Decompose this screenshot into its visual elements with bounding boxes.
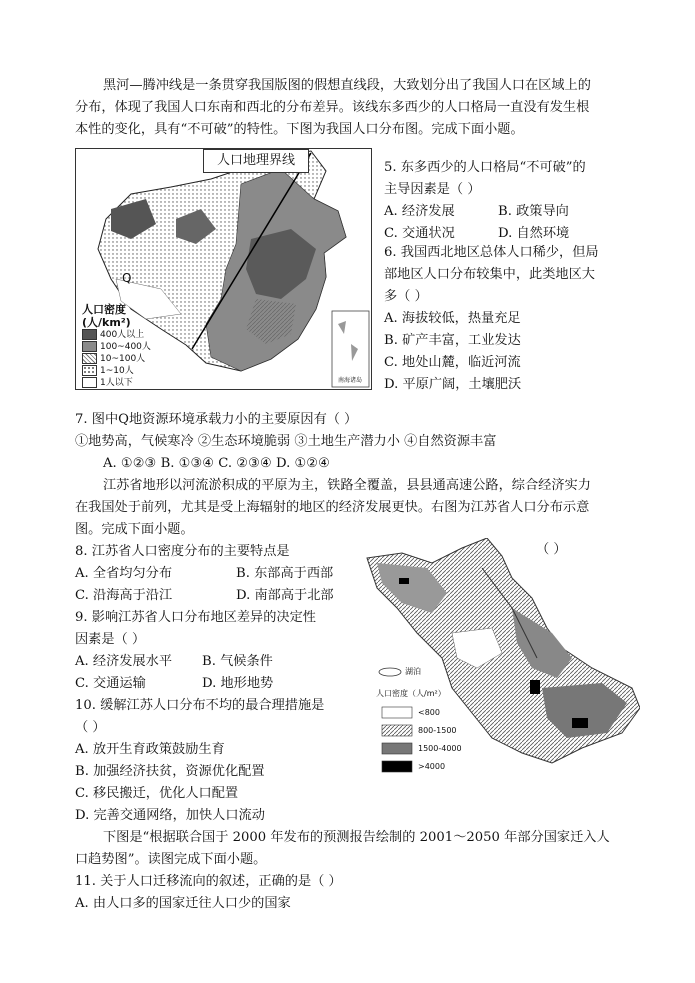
legend-label: 100~400人 — [100, 342, 151, 352]
map2-legend-title: 人口密度（人/m²） — [376, 689, 446, 698]
q6-stem-1: 6. 我国西北地区总体人口稀少，但局 — [384, 245, 599, 260]
china-population-map — [75, 148, 372, 390]
q5-option-a: A. 经济发展 — [384, 204, 455, 219]
map2-legend-label-2: 800-1500 — [418, 726, 457, 735]
q8-option-b: B. 东部高于西部 — [236, 566, 334, 581]
q9-stem-1: 9. 影响江苏省人口分布地区差异的决定性 — [75, 610, 316, 625]
q11-option-a: A. 由人口多的国家迁往人口少的国家 — [75, 896, 291, 911]
jiangsu-population-map — [362, 538, 640, 778]
intro2-line-3: 图。完成下面小题。 — [75, 522, 194, 537]
q6-stem-2: 部地区人口分布较集中，此类地区大 — [384, 267, 595, 282]
q5-stem-2: 主导因素是（ ） — [384, 182, 481, 197]
legend-unit-text: (人/km²) — [82, 316, 131, 329]
map1-title: 人口地理界线 — [203, 149, 309, 173]
intro2-line-1: 江苏省地形以河流淤积成的平原为主，铁路全覆盖，县县通高速公路，综合经济实力 — [103, 478, 591, 493]
q6-option-b: B. 矿产丰富，工业发达 — [384, 333, 521, 348]
legend-swatch — [82, 329, 97, 340]
q9-option-d: D. 地形地势 — [202, 676, 274, 691]
q5-option-b: B. 政策导向 — [498, 204, 569, 219]
legend-label: 10~100人 — [100, 354, 146, 364]
q5-option-c: C. 交通状况 — [384, 226, 455, 241]
legend-label: 1人以下 — [100, 378, 133, 388]
map2-legend-label-3: 1500-4000 — [418, 744, 462, 753]
q6-option-c: C. 地处山麓，临近河流 — [384, 355, 521, 370]
intro3-line-2: 口趋势图”。读图完成下面小题。 — [75, 852, 267, 867]
q8-stem: 8. 江苏省人口密度分布的主要特点是 — [75, 544, 290, 559]
map2-legend-label-1: <800 — [418, 708, 440, 717]
q9-option-b: B. 气候条件 — [202, 654, 273, 669]
map2-legend-label-4: >4000 — [418, 762, 446, 771]
q8-answer-paren: （ ） — [536, 542, 567, 557]
q6-option-a: A. 海拔较低，热量充足 — [384, 311, 521, 326]
q8-option-d: D. 南部高于北部 — [236, 588, 334, 603]
q9-option-c: C. 交通运输 — [75, 676, 146, 691]
q10-stem-2: （ ） — [75, 720, 106, 735]
legend-swatch — [82, 365, 97, 376]
intro1-line-2: 分布，体现了我国人口东南和西北的分布差异。该线东多西少的人口格局一直没有发生根 — [75, 100, 590, 115]
map1-legend-title — [82, 303, 131, 329]
intro2-line-2: 在我国处于前列，尤其是受上海辐射的地区的经济发展更快。右图为江苏省人口分布示意 — [75, 500, 590, 515]
q10-stem-1: 10. 缓解江苏人口分布不均的最合理措施是 — [75, 698, 325, 713]
q10-option-c: C. 移民搬迁，优化人口配置 — [75, 786, 239, 801]
intro1-line-3: 本性的变化，具有“不可破”的特性。下图为我国人口分布图。完成下面小题。 — [75, 122, 524, 137]
legend-row-4 — [82, 365, 134, 377]
q10-option-d: D. 完善交通网络，加快人口流动 — [75, 808, 265, 823]
legend-row-1 — [82, 329, 144, 341]
legend-title-text: 人口密度 — [82, 303, 126, 316]
q6-option-d: D. 平原广阔，土壤肥沃 — [384, 377, 522, 392]
inset-label: 南海诸岛 — [338, 377, 363, 384]
legend-swatch — [82, 353, 97, 364]
legend-swatch — [82, 341, 97, 352]
q8-option-c: C. 沿海高于沿江 — [75, 588, 173, 603]
legend-row-3 — [82, 353, 145, 365]
intro3-line-1: 下图是“根据联合国于 2000 年发布的预测报告绘制的 2001～2050 年部分国家迁入人 — [103, 830, 610, 845]
q11-stem: 11. 关于人口迁移流向的叙述，正确的是（ ） — [75, 874, 342, 889]
legend-row-5 — [82, 377, 133, 389]
legend-label: 1~10人 — [100, 366, 134, 376]
legend-swatch — [82, 377, 97, 388]
lake-label: 湖泊 — [405, 667, 421, 676]
q7-items: ①地势高，气候寒冷 ②生态环境脆弱 ③土地生产潜力小 ④自然资源丰富 — [75, 434, 497, 449]
q9-option-a: A. 经济发展水平 — [75, 654, 173, 669]
intro1-line-1: 黑河—腾冲线是一条贯穿我国版图的假想直线段，大致划分出了我国人口在区域上的 — [103, 78, 591, 93]
q-location-label: Q — [122, 271, 132, 285]
jiangsu-map-graphic — [362, 538, 640, 778]
legend-label: 400人以上 — [100, 330, 145, 340]
q10-option-b: B. 加强经济扶贫，资源优化配置 — [75, 764, 265, 779]
q6-stem-3: 多（ ） — [384, 289, 428, 304]
legend-row-2 — [82, 341, 151, 353]
q5-stem-1: 5. 东多西少的人口格局“不可破”的 — [384, 160, 586, 175]
q9-stem-2: 因素是（ ） — [75, 632, 146, 647]
q10-option-a: A. 放开生育政策鼓励生育 — [75, 742, 225, 757]
q5-option-d: D. 自然环境 — [498, 226, 570, 241]
q7-stem: 7. 图中Q地资源环境承载力小的主要原因有（ ） — [75, 412, 358, 427]
q7-options: A. ①②③ B. ①③④ C. ②③④ D. ①②④ — [103, 456, 330, 471]
q8-option-a: A. 全省均匀分布 — [75, 566, 173, 581]
